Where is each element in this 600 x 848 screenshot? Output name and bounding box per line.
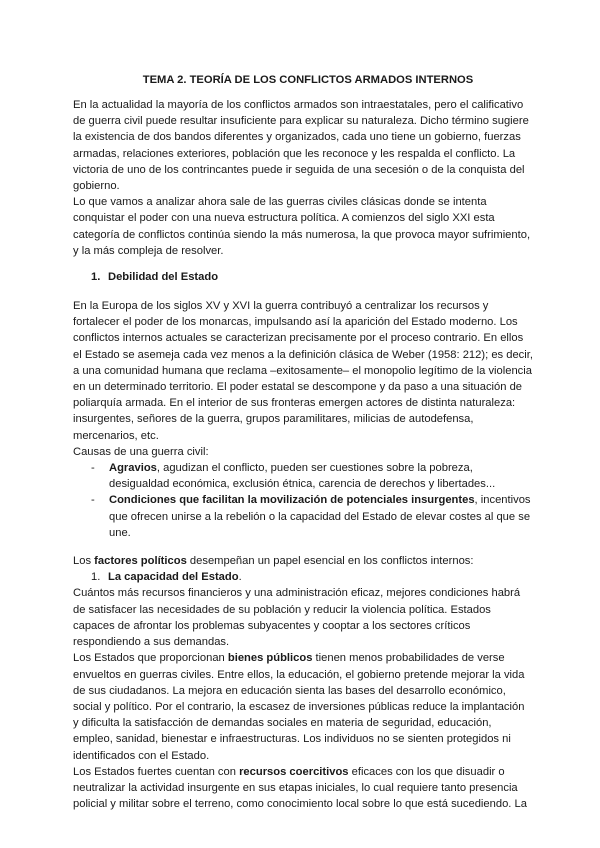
subsection-number: 1. [91, 571, 101, 584]
spacer [73, 541, 533, 553]
bold-term: recursos coercitivos [239, 765, 349, 778]
coercive-paragraph [73, 764, 533, 813]
cause-text: , incentivos que ofrecen unirse a la rebelión o la capacidad del Estado de elevar costes al que se une. [109, 494, 531, 539]
list-dash: - [91, 462, 95, 475]
bold-term: bienes públicos [227, 652, 313, 665]
page-title: TEMA 2. TEORÍA DE LOS CONFLICTOS ARMADOS INTERNOS [142, 74, 474, 86]
section-paragraph-1: En la Europa de los siglos XV y XVI la guerra contribuyó a centralizar los recursos y fortalecer el poder de los monarcas, impulsando así la aparición del Estado moderno. Los conflictos internos actuales se caracterizan precisamente por el proceso contrario. En ellos el Estado se asemeja cada vez menos a la definición clásica de Weber (1958: 212); es decir, a una comunidad humana que reclama –exitosamente– el monopolio legítimo de la violencia en un determinado territorio. El poder estatal se descompone y da paso a una situación de poliarquía armada. En el interior de sus fronteras emergen actores de distinta naturaleza: insurgentes, señores de la guerra, grupos paramilitares, milicias de autodefensa, mercenarios, etc. [73, 300, 533, 442]
text-fragment: . [238, 571, 242, 584]
cause-term: Agravios [109, 462, 157, 475]
capacity-paragraph: Cuántos más recursos financieros y una administración eficaz, mejores condiciones habrá de satisfacer las necesidades de su población y reducir la violencia política. Estados capaces de afrontar los problemas subyacentes y cooptar a los sectores críticos respondiendo a sus demandas. [73, 587, 521, 649]
causes-intro: Causas de una guerra civil: [73, 445, 209, 458]
list-item [73, 460, 533, 492]
public-goods-paragraph [73, 650, 533, 763]
text-fragment: eficaces con los que disuadir o neutralizar la actividad insurgente en sus etapas iniciales, lo cual requiere tanto presencia policial y militar sobre el terreno, como conocimiento local sobre lo que está sucediendo. La [73, 765, 527, 811]
section-heading [73, 269, 533, 285]
text-fragment: tienen menos probabilidades de verse envueltos en guerras civiles. Entre ellos, la educación, el gobierno pretende mejorar la vida de sus ciudadanos. La mejora en educación sienta las bases del desarrollo económico, social y político. Por el contrario, la escasez de inversiones públicas reduce la implantación y dificulta la satisfacción de demandas sociales en materia de seguridad, educación, empleo, sanidad, bienestar e infraestructuras. Los individuos no se sienten protegidos ni identificados con el Estado. [73, 652, 525, 762]
document-body [73, 73, 533, 812]
section-number: 1. [91, 271, 101, 284]
factors-paragraph [73, 553, 533, 569]
text-fragment: Los [73, 555, 95, 568]
cause-text: , agudizan el conflicto, pueden ser cuestiones sobre la pobreza, desigualdad económica, exclusión étnica, carencia de derechos y libertades... [109, 462, 496, 491]
text-fragment: desempeñan un papel esencial en los conflictos internos: [186, 555, 474, 568]
text-fragment: Los Estados que proporcionan [73, 652, 228, 665]
text-fragment: Los Estados fuertes cuentan con [73, 765, 240, 778]
causes-list [73, 460, 533, 541]
bold-term: factores políticos [94, 555, 187, 568]
section-title: Debilidad del Estado [108, 271, 219, 284]
list-item [73, 492, 533, 541]
subsection-heading [73, 569, 533, 585]
intro-paragraph-1: En la actualidad la mayoría de los conflictos armados son intraestatales, pero el calificativo de guerra civil puede resultar insuficiente para explicar su naturaleza. Dicho término sugiere la existencia de dos bandos diferentes y organizados, cada uno tiene un gobierno, fuerzas armadas, relaciones exteriores, población que les reconoce y les respalda el conflicto. La victoria de uno de los contrincantes puede ir seguida de una secesión o de la conquista del gobierno. [73, 99, 529, 193]
intro-paragraph-2: Lo que vamos a analizar ahora sale de las guerras civiles clásicas donde se intenta conquistar el poder con una nueva estructura política. A comienzos del siglo XXI esta categoría de conflictos continúa siendo la más numerosa, la que provoca mayor sufrimiento, y la más compleja de resolver. [73, 196, 531, 257]
list-dash: - [91, 494, 95, 507]
subsection-title: La capacidad del Estado [108, 571, 239, 584]
cause-term: Condiciones que facilitan la movilización de potenciales insurgentes [109, 494, 475, 507]
